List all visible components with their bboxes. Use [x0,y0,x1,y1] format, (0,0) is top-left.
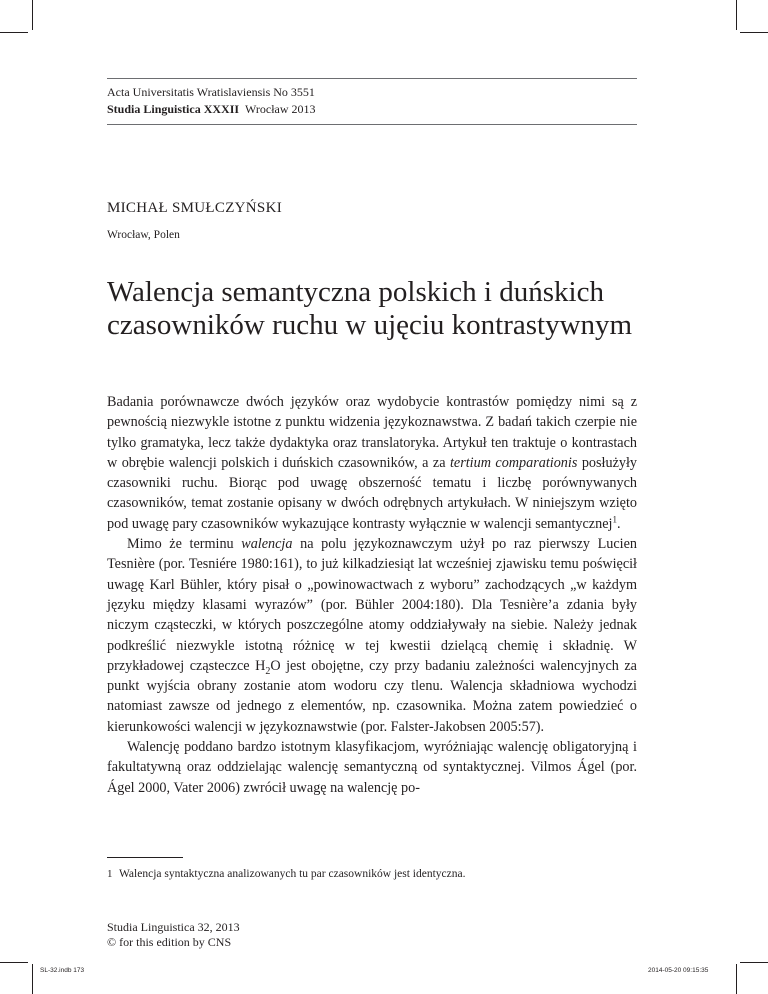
italic-term: walencja [241,536,293,553]
crop-mark [740,962,768,963]
header-rule-bottom [107,124,637,125]
subscript: 2 [265,665,271,677]
paragraph-3: Walencję poddano bardzo istotnym klasyfikacjom, wyróżniając walencję obligatoryjną i fakultatywną oraz oddzielając walencję semantyczną od syntaktycznej. Vilmos Ágel (por. Ágel 2000, Vater 2006) zwrócił uwagę na walencję po- [107,739,637,796]
header-rule-top [107,78,637,79]
text-run: na polu językoznawczym użył po raz pierwszy Lucien Tesnière (por. Tesniére 1980:161), to już kilkadziesiąt lat wcześniej zjawisku temu poświęcił uwagę Karl Bühler, który pisał o „powinowactwach z wyboru” zachodzących „w każdym języku między klasami wyrazów” (por. Bühler 2004:180). Dla Tesnière’a zdania były niczym cząsteczki, w których poszczególne atomy oddziaływały na siebie. Należy jednak podkreślić niezwykle istotną różnicę w tej kwestii dzielącą chemię i składnię. W przykładowej cząsteczce H [107,536,637,674]
text-run: Mimo że terminu [127,536,242,553]
imprint-line-1: Studia Linguistica 32, 2013 [107,920,240,934]
paragraph-2 [107,534,637,737]
imprint-line-2: © for this edition by CNS [107,935,232,949]
article-title: Walencja semantyczna polskich i duńskich czasowników ruchu w ujęciu kontrastywnym [107,276,633,341]
imprint [107,920,240,950]
paragraph-1 [107,392,637,534]
text-run: . [616,515,621,532]
series-line: Acta Universitatis Wratislaviensis No 3551 [107,85,315,99]
footnote-number: 1 [107,868,113,880]
text-run: posłużyły czasowniki ruchu. Biorąc pod uwagę obszerność tematu i liczbę porównywanych czasowników, temat zostanie opisany w dwóch odrębnych artykułach. W niniejszym wzięto pod uwagę pary czasowników wykazujące kontrasty wyłącznie w walencji semantycznej [107,454,638,532]
place-year: Wrocław 2013 [245,102,316,116]
crop-mark [32,964,33,994]
slug-file: SL-32.indb 173 [40,967,85,974]
crop-mark [740,32,768,33]
journal-name: Studia Linguistica XXXII [107,102,240,116]
footnote [107,867,466,882]
text-run: O jest obojętne, czy przy badaniu zależności walencyjnych za punkt wyjścia obrany zostanie atom wodoru czy tlenu. Walencja składniowa wychodzi natomiast zawsze od jednego z elementów, np. czasownika. Można zatem powiedzieć o kierunkowości walencji w językoznawstwie (por. Falster-Jakobsen 2005:57). [107,657,637,735]
journal-line [107,101,316,118]
footnote-rule [107,857,183,858]
footnote-text: Walencja syntaktyczna analizowanych tu par czasowników jest identyczna. [119,868,466,880]
crop-mark [736,964,737,994]
crop-mark [736,0,737,30]
footnote-ref[interactable]: 1 [612,514,617,525]
crop-mark [0,32,28,33]
journal-header [107,84,316,118]
crop-mark [0,962,28,963]
italic-term: tertium comparationis [449,454,578,471]
author-name: MICHAŁ SMUŁCZYŃSKI [107,200,282,216]
slug-timestamp: 2014-05-20 09:15:35 [648,967,709,974]
text-run: Badania porównawcze dwóch języków oraz wydobycie kontrastów pomiędzy nimi są z pewnością niezwykle istotne z punktu widzenia językoznawstwa. Z badań takich czerpie nie tylko gramatyka, lecz także dydaktyka oraz translatoryka. Artykuł ten traktuje o kontrastach w obrębie walencji polskich i duńskich czasowników, a za [107,394,637,471]
article-body [107,392,637,798]
crop-mark [32,0,33,30]
author-affiliation: Wrocław, Polen [107,229,180,241]
